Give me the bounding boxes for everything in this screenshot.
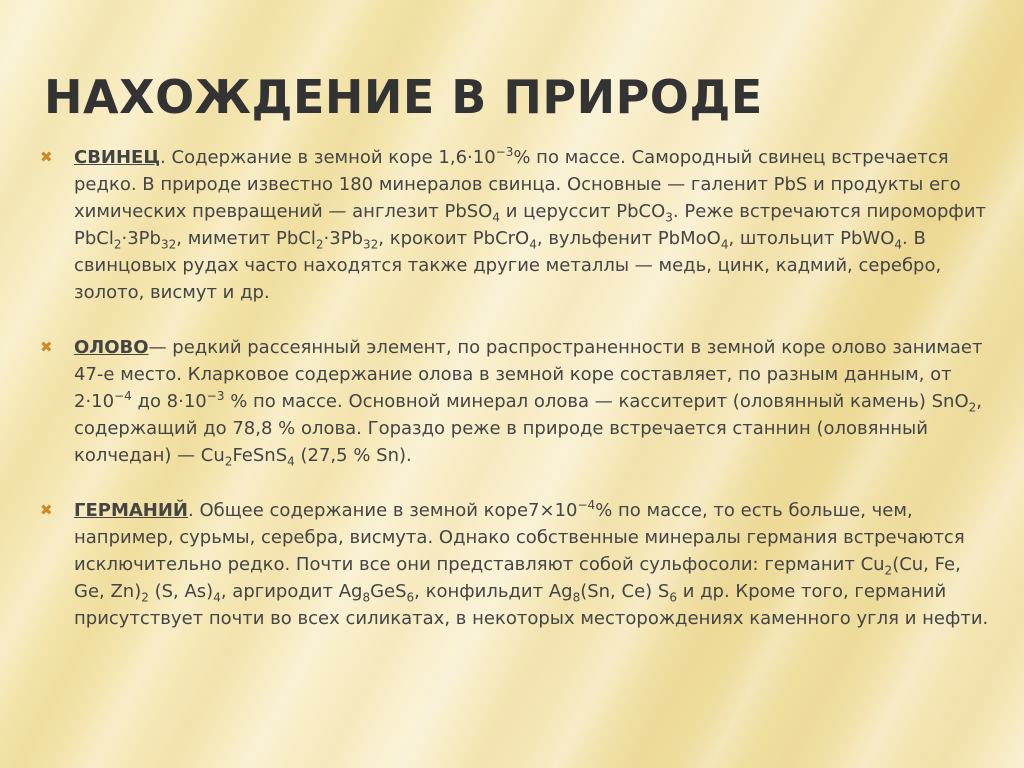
term-lead: СВИНЕЦ <box>74 147 161 168</box>
subscript: 32 <box>362 237 379 252</box>
term-tin: ОЛОВО <box>74 337 149 358</box>
subscript: 4 <box>894 237 903 252</box>
subscript: 4 <box>720 237 729 252</box>
subscript: 4 <box>492 210 500 225</box>
text-run: (Sn, Ce) S <box>580 581 670 602</box>
x-bullet-icon: ✖ <box>40 148 53 166</box>
text-run: , крокоит PbCrO <box>378 228 530 249</box>
x-bullet-icon: ✖ <box>40 501 53 519</box>
text-run: % по массе, то есть больше, чем, например, сурьмы, серебра, висмута. Однако собственные минералы германия встречаются исключительно редко. Почти все они представляют собой сульфосоли: германит Cu <box>74 500 965 575</box>
text-run: и др. Кроме того, германий присутствует почти во всех силикатах, в некоторых месторождениях каменного угля и нефти. <box>74 581 989 629</box>
subscript: 3 <box>665 210 673 225</box>
paragraph-germanium <box>40 497 990 632</box>
subscript: 4 <box>287 454 295 469</box>
subscript: 2 <box>141 590 149 605</box>
text-run: до 8·10 <box>131 391 207 412</box>
text-run: . Реже встречаются пироморфит PbCl <box>74 201 987 249</box>
term-germanium: ГЕРМАНИЙ <box>74 500 188 521</box>
x-bullet-icon: ✖ <box>40 338 53 356</box>
slide-content <box>40 144 990 660</box>
subscript: 8 <box>362 590 371 605</box>
superscript: −4 <box>114 389 132 403</box>
slide-title: НАХОЖДЕНИЕ В ПРИРОДЕ <box>44 70 763 124</box>
superscript: −3 <box>206 389 225 403</box>
text-run: , штольцит PbWO <box>728 228 895 249</box>
text-run: % по массе. Основной минерал олова — касситерит (оловянный камень) SnO <box>224 391 969 412</box>
subscript: 2 <box>113 237 122 252</box>
superscript: −4 <box>577 498 596 512</box>
text-run: и церуссит PbCO <box>499 201 666 222</box>
text-run: . Общее содержание в земной коре7×10 <box>188 500 578 521</box>
text-run: (27,5 % Sn). <box>294 445 412 466</box>
text-run: ·3Pb <box>121 228 161 249</box>
subscript: 8 <box>572 590 581 605</box>
subscript: 4 <box>213 590 221 605</box>
subscript: 2 <box>884 563 893 578</box>
text-run: , аргиродит Ag <box>220 581 363 602</box>
text-run: , миметит PbCl <box>176 228 316 249</box>
text-run: ·3Pb <box>323 228 363 249</box>
subscript: 32 <box>160 237 177 252</box>
subscript: 2 <box>224 454 233 469</box>
subscript: 6 <box>669 590 677 605</box>
text-run: (S, As) <box>148 581 214 602</box>
subscript: 2 <box>315 237 324 252</box>
text-run: FeSnS <box>232 445 288 466</box>
text-run: , конфильдит Ag <box>414 581 573 602</box>
text-run: , содержащий до 78,8 % олова. Гораздо реже в природе встречается станнин (оловянный колчедан) — Cu <box>74 391 983 466</box>
text-run: % по массе. Самородный свинец встречается редко. В природе известно 180 минералов свинца. Основные — галенит PbS и продукты его химических превращений — англезит PbSO <box>74 147 961 222</box>
superscript: −3 <box>495 145 514 159</box>
text-run: . Содержание в земной коре 1,6·10 <box>160 147 496 168</box>
subscript: 2 <box>968 400 977 415</box>
text-run: — редкий рассеянный элемент, по распространенности в земной коре олово занимает 47-е место. Кларковое содержание олова в земной коре составляет, по разным данным, от 2·10 <box>74 337 983 412</box>
subscript: 4 <box>529 237 537 252</box>
text-run: . В свинцовых рудах часто находятся также другие металлы — медь, цинк, кадмий, серебро, золото, висмут и др. <box>74 228 942 303</box>
text-run: (Cu, Fe, Ge, Zn) <box>74 554 961 602</box>
paragraph-lead <box>40 144 990 306</box>
text-run: GeS <box>370 581 407 602</box>
paragraph-tin <box>40 334 990 469</box>
text-run: , вульфенит PbMoO <box>536 228 721 249</box>
subscript: 6 <box>406 590 415 605</box>
